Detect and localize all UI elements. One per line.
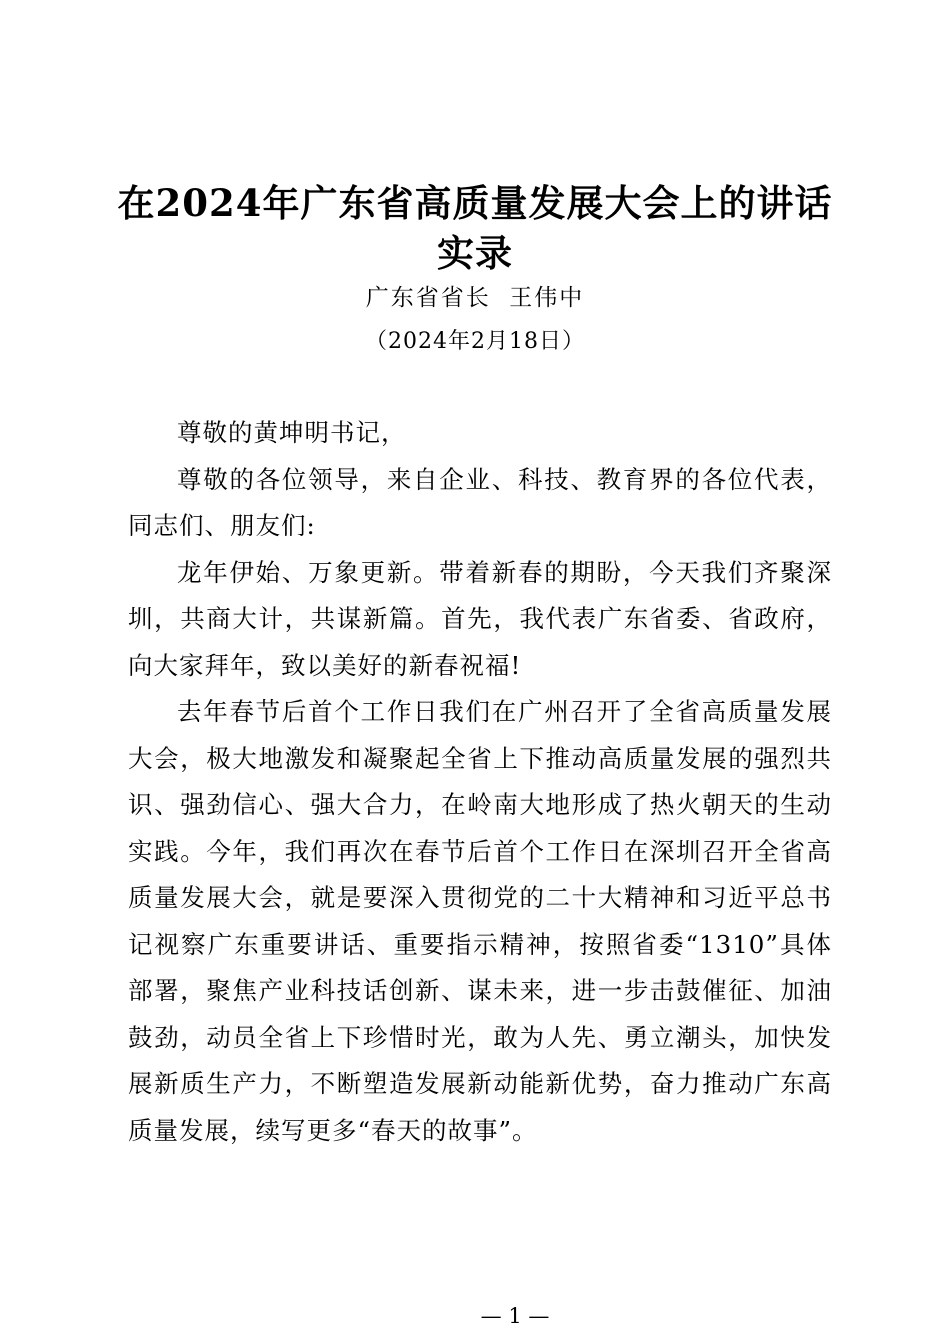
document-title: 在2024年广东省高质量发展大会上的讲话实录	[117, 181, 833, 275]
author-line: 广东省省长 王伟中	[365, 285, 585, 311]
body-paragraph: 去年春节后首个工作日我们在广州召开了全省高质量发展大会，极大地激发和凝聚起全省上下推动高质量发展的强烈共识、强劲信心、强大合力，在岭南大地形成了热火朝天的生动实践。今年，我们再次在春节后首个工作日在深圳召开全省高质量发展大会，就是要深入贯彻党的二十大精神和习近平总书记视察广东重要讲话、重要指示精神，按照省委“1310”具体部署，聚焦产业科技话创新、谋未来，进一步击鼓催征、加油鼓劲，动员全省上下珍惜时光，敢为人先、勇立潮头，加快发展新质生产力，不断塑造发展新动能新优势，奋力推动广东高质量发展，续写更多“春天的故事”。	[128, 697, 832, 1145]
salutation-line: 尊敬的各位领导，来自企业、科技、教育界的各位代表，同志们、朋友们:	[128, 464, 832, 540]
document-body	[128, 410, 832, 1154]
speech-date: （2024年2月18日）	[365, 329, 585, 354]
page-number: — 1 —	[480, 1304, 550, 1328]
salutation-line: 尊敬的黄坤明书记，	[177, 418, 407, 447]
body-paragraph: 龙年伊始、万象更新。带着新春的期盼，今天我们齐聚深圳，共商大计，共谋新篇。首先，我代表广东省委、省政府，向大家拜年，致以美好的新春祝福!	[128, 557, 832, 680]
